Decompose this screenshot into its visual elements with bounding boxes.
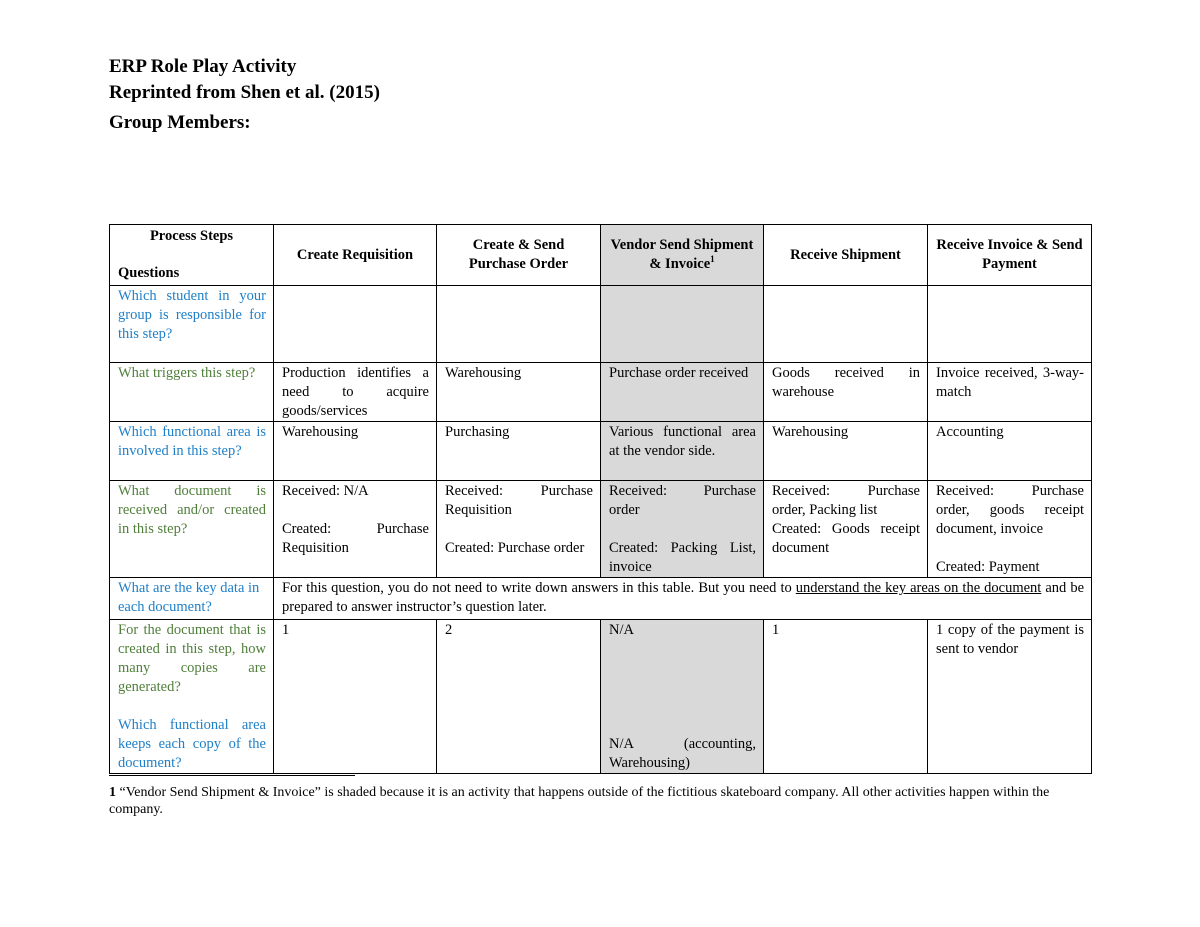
answer-cell: Warehousing <box>274 422 437 481</box>
answer-cell: Purchase order received <box>601 363 764 422</box>
created-text: Created: Purchase order <box>445 540 585 556</box>
answer-cell <box>928 286 1092 363</box>
answer-cell: 1 <box>274 620 437 774</box>
table-row <box>110 620 1092 774</box>
answer-cell: Purchasing <box>437 422 601 481</box>
column-header: Create Requisition <box>274 225 437 286</box>
question-cell <box>110 620 274 774</box>
answer-cell <box>437 286 601 363</box>
answer-cell <box>764 481 928 578</box>
answer-cell <box>601 481 764 578</box>
copies-question: For the document that is created in this step, how many copies are generated? <box>118 622 266 695</box>
answer-cell: 2 <box>437 620 601 774</box>
keeps-copy-answer: N/A (accounting, Warehousing) <box>609 736 756 771</box>
answer-cell: Goods received in warehouse <box>764 363 928 422</box>
table-row <box>110 286 1092 363</box>
created-text: Created: Payment <box>936 559 1040 575</box>
question-cell: Which functional area is involved in this step? <box>110 422 274 481</box>
question-cell: What triggers this step? <box>110 363 274 422</box>
underlined-emphasis: understand the key areas on the document <box>795 580 1042 596</box>
answer-cell: Warehousing <box>437 363 601 422</box>
keeps-copy-question: Which functional area keeps each copy of the document? <box>118 717 266 771</box>
document-title: ERP Role Play Activity <box>109 56 297 77</box>
questions-label: Questions <box>118 265 180 281</box>
table-header-row <box>110 225 1092 286</box>
column-header: Create & Send Purchase Order <box>437 225 601 286</box>
question-cell: What document is received and/or created in this step? <box>110 481 274 578</box>
table-row <box>110 363 1092 422</box>
created-text: Created: Purchase Requisition <box>282 521 429 556</box>
created-text: Created: Packing List, invoice <box>609 540 756 575</box>
column-header-shaded: Vendor Send Shipment & Invoice$^1$ <box>601 225 764 286</box>
group-members-label: Group Members: <box>109 112 251 133</box>
received-text: Received: Purchase Requisition <box>445 483 593 518</box>
footnote-mark: 1 <box>109 785 116 800</box>
answer-cell <box>601 620 764 774</box>
merged-answer-cell: For this question, you do not need to write down answers in this table. But you need to understand the key areas on the document and be prepared to answer instructor’s question later. <box>274 578 1092 620</box>
footnote-reference: 1 <box>710 254 715 265</box>
table-row <box>110 422 1092 481</box>
received-text: Received: N/A <box>282 483 369 499</box>
column-header: Receive Invoice & Send Payment <box>928 225 1092 286</box>
copies-answer: N/A <box>609 622 634 638</box>
erp-process-table <box>109 224 1092 774</box>
table-row <box>110 481 1092 578</box>
footnote-separator <box>109 775 355 776</box>
answer-cell: Invoice received, 3-way-match <box>928 363 1092 422</box>
footnote-text: “Vendor Send Shipment & Invoice” is shaded because it is an activity that happens outside of the fictitious skateboard company. All other activities happen within the company. <box>109 785 1050 817</box>
answer-cell: 1 <box>764 620 928 774</box>
answer-cell <box>274 286 437 363</box>
answer-cell: Accounting <box>928 422 1092 481</box>
question-cell: What are the key data in each document? <box>110 578 274 620</box>
received-text: Received: Purchase order, Packing list <box>772 483 920 518</box>
column-header: Receive Shipment <box>764 225 928 286</box>
answer-cell: 1 copy of the payment is sent to vendor <box>928 620 1092 774</box>
footnote <box>109 784 1079 818</box>
answer-cell: Production identifies a need to acquire goods/services <box>274 363 437 422</box>
received-text: Received: Purchase order <box>609 483 756 518</box>
created-text: Created: Goods receipt document <box>772 521 920 556</box>
received-text: Received: Purchase order, goods receipt document, invoice <box>936 483 1084 537</box>
answer-cell: Various functional area at the vendor side. <box>601 422 764 481</box>
answer-cell: Warehousing <box>764 422 928 481</box>
process-steps-label: Process Steps <box>149 228 234 244</box>
answer-cell <box>601 286 764 363</box>
answer-cell <box>928 481 1092 578</box>
question-cell: Which student in your group is responsible for this step? <box>110 286 274 363</box>
answer-cell <box>437 481 601 578</box>
corner-header-cell <box>110 225 274 286</box>
document-source: Reprinted from Shen et al. (2015) <box>109 82 380 103</box>
answer-cell <box>764 286 928 363</box>
answer-cell <box>274 481 437 578</box>
table-row <box>110 578 1092 620</box>
